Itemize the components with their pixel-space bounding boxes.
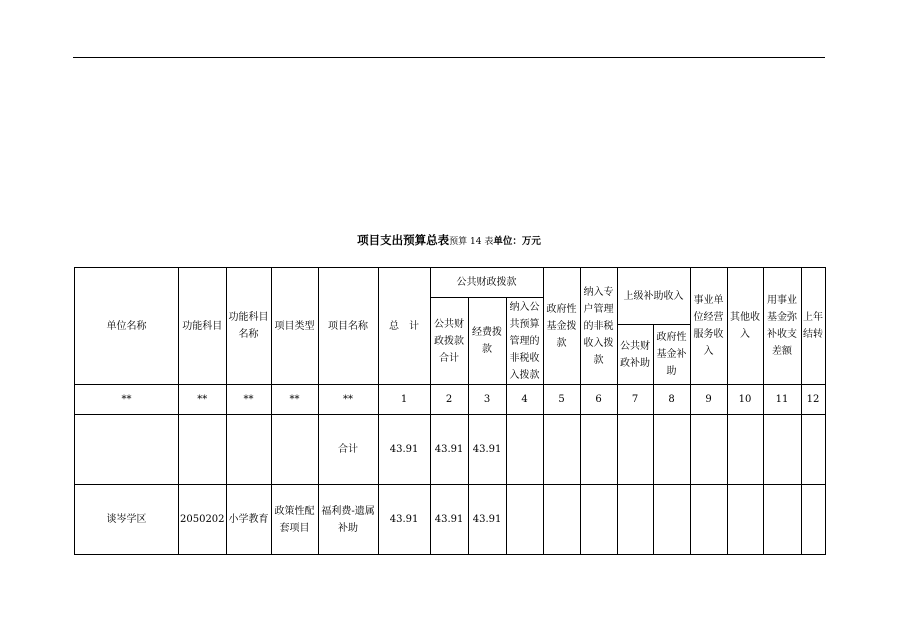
cell-unit (75, 415, 179, 485)
index-cell: 7 (617, 385, 653, 415)
cell-empty (763, 485, 801, 555)
cell-empty (801, 415, 825, 485)
title-main: 项目支出预算总表 (357, 233, 450, 247)
index-cell: 2 (430, 385, 468, 415)
header-other-income: 其他收入 (727, 268, 763, 385)
cell-public-total: 43.91 (430, 415, 468, 485)
header-project-type: 项目类型 (271, 268, 318, 385)
index-cell: ** (226, 385, 271, 415)
cell-type: 政策性配套项目 (271, 485, 318, 555)
cell-empty (727, 415, 763, 485)
cell-name: 合计 (318, 415, 378, 485)
index-cell: ** (318, 385, 378, 415)
header-total: 总 计 (378, 268, 430, 385)
header-fund-balance: 用事业基金弥补收支差额 (763, 268, 801, 385)
cell-func (179, 415, 227, 485)
cell-empty (543, 485, 580, 555)
index-cell: 3 (468, 385, 506, 415)
table-row-total (75, 415, 826, 485)
index-cell: 10 (727, 385, 763, 415)
cell-public-total: 43.91 (430, 485, 468, 555)
index-cell: 12 (801, 385, 825, 415)
title-unit: 单位：万元 (493, 236, 541, 247)
cell-empty (801, 485, 825, 555)
header-superior-gov-fund: 政府性基金补助 (653, 325, 690, 385)
cell-empty (617, 415, 653, 485)
cell-name: 福利费-遗属补助 (318, 485, 378, 555)
header-carry-over: 上年结转 (801, 268, 825, 385)
index-cell: 4 (506, 385, 543, 415)
index-cell: 8 (653, 385, 690, 415)
header-unit-name: 单位名称 (75, 268, 179, 385)
index-cell: 1 (378, 385, 430, 415)
index-cell: ** (75, 385, 179, 415)
header-business-income: 事业单位经营服务收入 (690, 268, 727, 385)
cell-type (271, 415, 318, 485)
header-incl-public-budget: 纳入公共预算管理的非税收入拨款 (506, 298, 543, 385)
header-special-account: 纳入专户管理的非税收入拨款 (580, 268, 617, 385)
index-row (75, 385, 826, 415)
index-cell: ** (271, 385, 318, 415)
table-title (0, 232, 898, 248)
header-func-subject: 功能科目 (179, 268, 227, 385)
cell-empty (580, 485, 617, 555)
header-public-finance: 公共财政拨款 (430, 268, 543, 298)
cell-expense: 43.91 (468, 485, 506, 555)
index-cell: 9 (690, 385, 727, 415)
index-cell: 11 (763, 385, 801, 415)
header-superior-public: 公共财政补助 (617, 325, 653, 385)
cell-empty (506, 415, 543, 485)
index-cell: 6 (580, 385, 617, 415)
header-public-finance-total: 公共财政拨款合计 (430, 298, 468, 385)
header-superior-subsidy: 上级补助收入 (617, 268, 690, 325)
cell-unit: 谈岑学区 (75, 485, 179, 555)
cell-expense: 43.91 (468, 415, 506, 485)
title-code: 预算 14 表 (449, 237, 494, 247)
header-expense-alloc: 经费拨款 (468, 298, 506, 385)
index-cell: ** (179, 385, 227, 415)
cell-empty (617, 485, 653, 555)
cell-empty (543, 415, 580, 485)
cell-empty (653, 485, 690, 555)
cell-empty (690, 485, 727, 555)
cell-func-name: 小学教育 (226, 485, 271, 555)
header-gov-fund: 政府性基金拨款 (543, 268, 580, 385)
cell-func: 2050202 (179, 485, 227, 555)
top-rule (73, 57, 825, 58)
cell-total: 43.91 (378, 485, 430, 555)
cell-func-name (226, 415, 271, 485)
cell-empty (690, 415, 727, 485)
cell-empty (580, 415, 617, 485)
header-project-name: 项目名称 (318, 268, 378, 385)
header-func-subject-name: 功能科目名称 (226, 268, 271, 385)
cell-empty (763, 415, 801, 485)
cell-empty (727, 485, 763, 555)
budget-table (74, 267, 826, 555)
cell-total: 43.91 (378, 415, 430, 485)
index-cell: 5 (543, 385, 580, 415)
cell-empty (653, 415, 690, 485)
cell-empty (506, 485, 543, 555)
table-row (75, 485, 826, 555)
